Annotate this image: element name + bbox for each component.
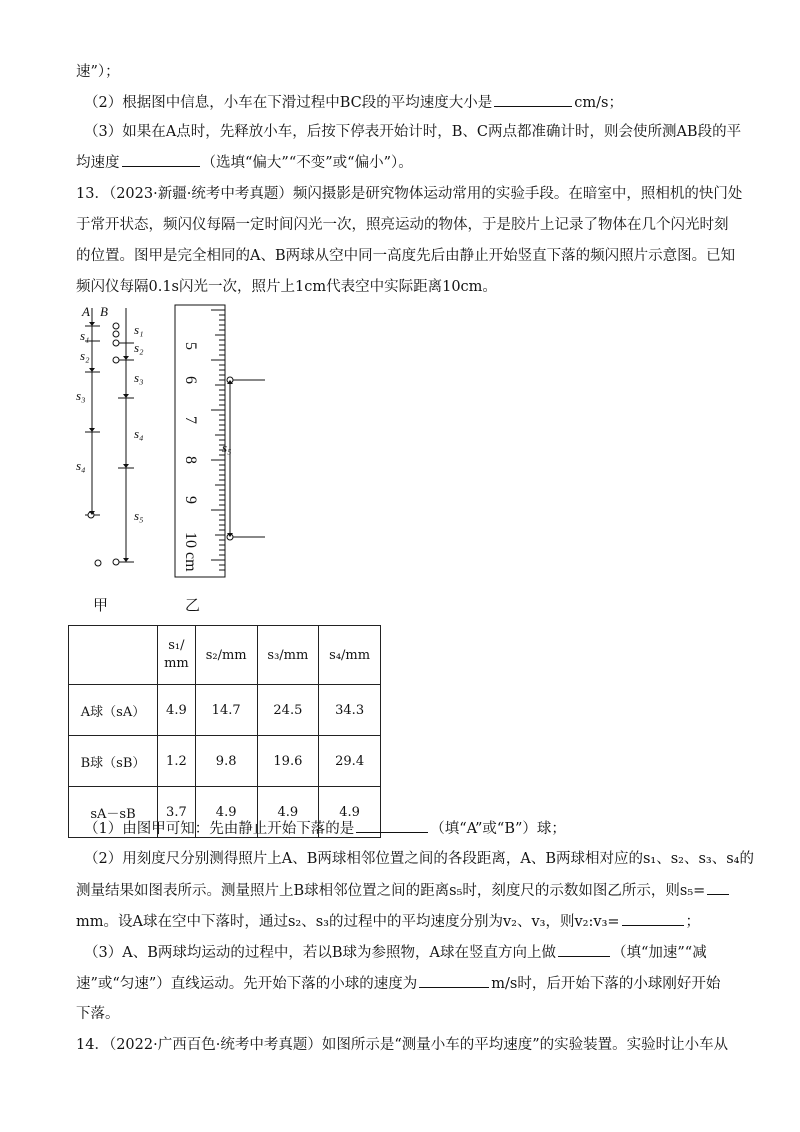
- unit-text: cm/s；: [574, 95, 623, 111]
- table-cell: 9.8: [195, 736, 257, 787]
- a-s2-label: s₂: [80, 348, 90, 363]
- q13-part2-line3: [76, 911, 726, 932]
- q13-text: 频闪摄影是研究物体运动常用的实验手段。在暗室中，照相机的快门处: [292, 186, 743, 202]
- a-s1-label: s₁: [80, 328, 90, 343]
- q12-part3-cont: [76, 152, 726, 173]
- answer-blank[interactable]: [419, 973, 489, 988]
- q13-paragraph: 频闪仪每隔0.1s闪光一次，照片上1cm代表空中实际距离10cm。: [76, 279, 497, 295]
- table-header-cell: [69, 626, 158, 685]
- q13-part2-text: 测量结果如图表所示。测量照片上B球相邻位置之间的距离s₅时，刻度尺的示数如图乙所示，则s₅=: [76, 883, 706, 899]
- table-cell: 1.2: [158, 736, 196, 787]
- table-row: [69, 736, 381, 787]
- table-cell: 4.9: [195, 787, 257, 838]
- table-cell: A球（sA）: [69, 685, 158, 736]
- answer-blank[interactable]: [356, 818, 428, 833]
- table-header-cell: s₄/mm: [319, 626, 381, 685]
- q13-part3-options: （填“加速”“减: [611, 945, 707, 961]
- b-s2-label: s₂: [134, 340, 144, 355]
- label-jia: 甲: [93, 596, 109, 614]
- ruler-tick-label: 7: [182, 416, 199, 424]
- q13-part3-text: m/s时，后开始下落的小球刚好开始: [491, 976, 721, 992]
- q13-source: （2023·新疆·统考中考真题）: [108, 186, 293, 202]
- table-cell: sA－sB: [69, 787, 158, 838]
- q13-part2-end: ；: [685, 914, 701, 930]
- answer-blank[interactable]: [122, 152, 200, 167]
- q13-part2-line2: [76, 880, 726, 901]
- table-cell: 29.4: [319, 736, 381, 787]
- ruler-tick-label: 10 cm: [182, 532, 199, 572]
- q13-part3-line2: [76, 973, 726, 994]
- q13-part1-options: （填“A”或“B”）球；: [430, 821, 566, 837]
- answer-blank[interactable]: [622, 911, 684, 926]
- b-s3-label: s₃: [134, 370, 144, 385]
- q14-source: （2022·广西百色·统考中考真题）: [108, 1037, 322, 1053]
- b-s1-label: s₁: [134, 322, 144, 337]
- q13-part1-text: （1）由图甲可知：先由静止开始下落的是: [84, 821, 355, 837]
- q14-text: 如图所示是“测量小车的平均速度”的实验装置。实验时让小车从: [321, 1037, 729, 1053]
- ruler-tick-label: 9: [182, 496, 199, 504]
- measurement-table: [68, 625, 381, 838]
- ball-b-label: B: [100, 304, 108, 319]
- q13-part3-line3: 下落。: [76, 1006, 120, 1022]
- table-cell: 4.9: [319, 787, 381, 838]
- ball-a-label: A: [82, 304, 90, 319]
- table-cell: 34.3: [319, 685, 381, 736]
- table-row: [69, 685, 381, 736]
- q13-number: 13．: [76, 186, 109, 202]
- q13-paragraph: 的位置。图甲是完全相同的A、B两球从空中同一高度先后由静止开始竖直下落的频闪照片示意图。已知: [76, 248, 736, 264]
- q12-part3: （3）如果在A点时，先释放小车，后按下停表开始计时，B、C两点都准确计时，则会使所测AB段的平: [84, 124, 742, 140]
- ruler-tick-label: 5: [182, 342, 199, 350]
- q12-part2-text: （2）根据图中信息，小车在下滑过程中BC段的平均速度大小是: [84, 95, 493, 111]
- q13-part2-text: mm。设A球在空中下落时，通过s₂、s₃的过程中的平均速度分别为v₂、v₃，则v₂:v₃=: [76, 914, 620, 930]
- answer-blank[interactable]: [707, 880, 729, 895]
- answer-blank[interactable]: [558, 942, 610, 957]
- table-cell: 14.7: [195, 685, 257, 736]
- table-header-row: [69, 626, 381, 685]
- table-cell: 4.9: [257, 787, 319, 838]
- ruler-tick-label: 8: [182, 456, 199, 464]
- table-cell: 19.6: [257, 736, 319, 787]
- table-cell: B球（sB）: [69, 736, 158, 787]
- b-s4-label: s₄: [134, 426, 144, 441]
- ruler-s5-label: s₅: [222, 440, 232, 455]
- q14-number: 14．: [76, 1037, 109, 1053]
- q13-part3-text: 速”或“匀速”）直线运动。先开始下落的小球的速度为: [76, 976, 418, 992]
- b-s5-label: s₅: [134, 508, 144, 523]
- q12-part3-text: 均速度: [76, 155, 120, 171]
- figure-jia-yi: [60, 300, 320, 590]
- label-yi: 乙: [185, 596, 201, 614]
- q13-part2: （2）用刻度尺分别测得照片上A、B两球相邻位置之间的各段距离，A、B两球相对应的s₁、s₂、s₃、s₄的: [84, 851, 754, 867]
- table-header-cell: s₁/ mm: [158, 626, 196, 685]
- table-header-cell: s₃/mm: [257, 626, 319, 685]
- q13-part3: [84, 942, 734, 963]
- q12-part3-options: （选填“偏大”“不变”或“偏小”）。: [201, 155, 413, 171]
- q12-part2: [84, 92, 734, 113]
- q14-intro: [76, 1035, 729, 1055]
- table-cell: 24.5: [257, 685, 319, 736]
- ruler-tick-label: 6: [182, 376, 199, 384]
- q13-part1: [84, 818, 734, 839]
- a-s4-label: s₄: [76, 458, 86, 473]
- table-cell: 4.9: [158, 685, 196, 736]
- continued-text: 速”）；: [76, 64, 120, 80]
- q13-part3-text: （3）A、B两球均运动的过程中，若以B球为参照物，A球在竖直方向上做: [84, 945, 556, 961]
- table-header-cell: s₂/mm: [195, 626, 257, 685]
- a-s3-label: s₃: [76, 388, 86, 403]
- q13-paragraph: 于常开状态，频闪仪每隔一定时间闪光一次，照亮运动的物体，于是胶片上记录了物体在几个闪光时刻: [76, 217, 729, 233]
- q13-intro: [76, 184, 743, 204]
- answer-blank[interactable]: [494, 92, 572, 107]
- table-cell: 3.7: [158, 787, 196, 838]
